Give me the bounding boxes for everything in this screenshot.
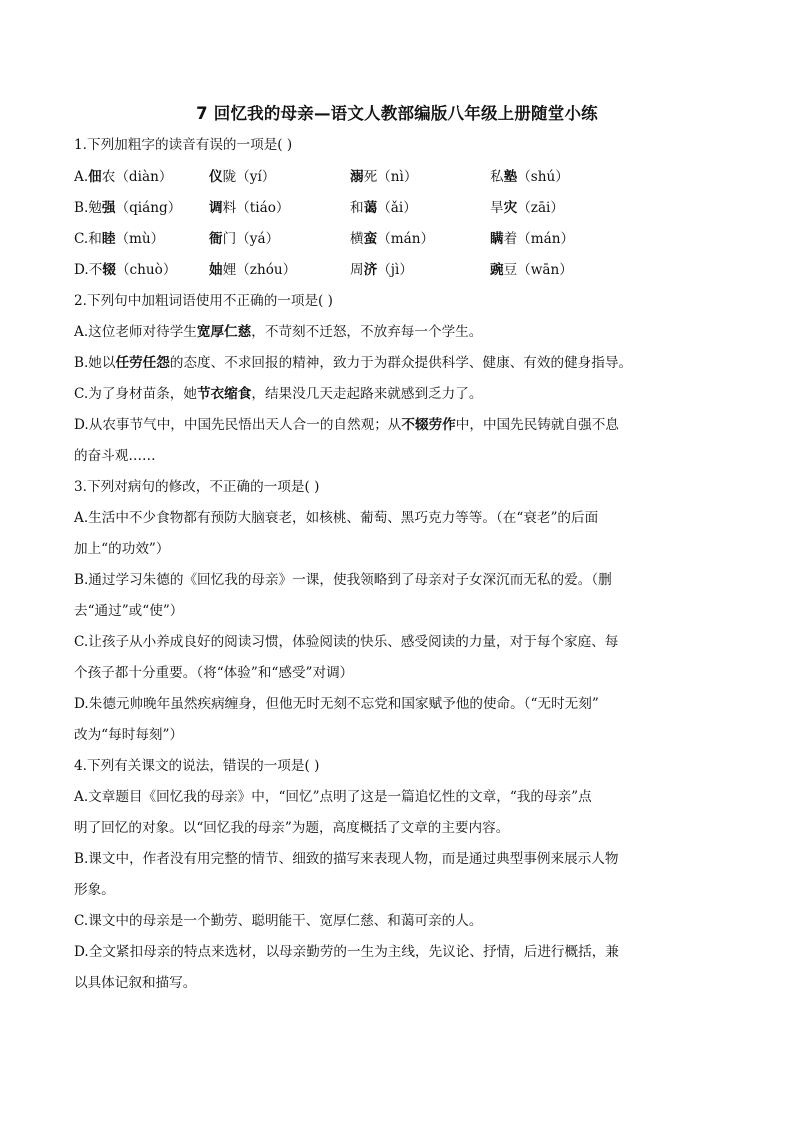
question-3-line: A.生活中不少食物都有预防大脑衰老，如核桃、葡萄、黑巧克力等等。（在“衰老”的后面 bbox=[74, 510, 599, 526]
question-4-line: C.课文中的母亲是一个勤劳、聪明能干、宽厚仁慈、和蔼可亲的人。 bbox=[74, 913, 483, 929]
option-cell: B.勉强（qiáng） bbox=[74, 200, 182, 216]
option-cell: 旱灾（zāi） bbox=[490, 200, 564, 216]
question-2-option-a: A.这位老师对待学生宽厚仁慈，不苛刻不迁怒，不放弃每一个学生。 bbox=[74, 324, 483, 340]
question-3-line: B.通过学习朱德的《回忆我的母亲》一课，使我领略到了母亲对子女深沉而无私的爱。（删 bbox=[74, 572, 612, 588]
option-cell: 妯娌（zhóu） bbox=[209, 262, 297, 278]
question-3-stem: 3.下列对病句的修改，不正确的一项是( ) bbox=[74, 479, 320, 495]
question-4-stem: 4.下列有关课文的说法，错误的一项是( ) bbox=[74, 758, 320, 774]
option-cell: 衙门（yá） bbox=[209, 231, 280, 247]
option-cell: 溺死（nì） bbox=[350, 169, 418, 185]
question-3-line: 加上“的功效”） bbox=[74, 541, 170, 557]
option-cell: 和蔼（ǎi） bbox=[350, 200, 417, 216]
option-cell: 私塾（shú） bbox=[490, 169, 569, 185]
question-2-option-d-continued: 的奋斗观…… bbox=[74, 448, 156, 464]
question-2-option-b: B.她以任劳任怨的态度、不求回报的精神，致力于为群众提供科学、健康、有效的健身指导。 bbox=[74, 355, 633, 371]
question-3-line: 去“通过”或“使”） bbox=[74, 603, 184, 619]
question-4-line: 明了回忆的对象。以“回忆我的母亲”为题，高度概括了文章的主要内容。 bbox=[74, 820, 510, 836]
option-cell: 瞒着（mán） bbox=[490, 231, 575, 247]
question-4-line: A.文章题目《回忆我的母亲》中，“回忆”点明了这是一篇追忆性的文章，“我的母亲”点 bbox=[74, 789, 592, 805]
question-3-line: C.让孩子从小养成良好的阅读习惯，体验阅读的快乐、感受阅读的力量，对于每个家庭、每 bbox=[74, 634, 619, 650]
question-2-stem: 2.下列句中加粗词语使用不正确的一项是( ) bbox=[74, 293, 333, 309]
question-4-line: D.全文紧扣母亲的特点来选材，以母亲勤劳的一生为主线，先议论、抒情，后进行概括，兼 bbox=[74, 944, 619, 960]
option-cell: 仪陇（yí） bbox=[209, 169, 276, 185]
option-cell: 调料（tiáo） bbox=[209, 200, 290, 216]
option-cell: 横蛮（mán） bbox=[350, 231, 435, 247]
question-1-stem: 1.下列加粗字的读音有误的一项是( ) bbox=[74, 137, 293, 153]
page-title: 7 回忆我的母亲—语文人教部编版八年级上册随堂小练 bbox=[196, 104, 598, 123]
option-cell: D.不辍（chuò） bbox=[74, 262, 177, 278]
question-4-line: B.课文中，作者没有用完整的情节、细致的描写来表现人物，而是通过典型事例来展示人物 bbox=[74, 851, 619, 867]
question-3-line: 个孩子都十分重要。（将“体验”和“感受”对调） bbox=[74, 665, 354, 681]
question-4-line: 以具体记叙和描写。 bbox=[74, 975, 197, 991]
option-cell: 周济（jì） bbox=[350, 262, 413, 278]
question-2-option-c: C.为了身材苗条，她节衣缩食，结果没几天走起路来就感到乏力了。 bbox=[74, 386, 483, 402]
question-3-line: 改为“每时每刻”） bbox=[74, 727, 184, 743]
option-cell: A.佃农（diàn） bbox=[74, 169, 173, 185]
question-4-line: 形象。 bbox=[74, 882, 115, 898]
question-2-option-d: D.从农事节气中，中国先民悟出天人合一的自然观；从不辍劳作中，中国先民铸就自强不息 bbox=[74, 417, 619, 433]
option-cell: 豌豆（wān） bbox=[490, 262, 573, 278]
option-cell: C.和睦（mù） bbox=[74, 231, 165, 247]
question-3-line: D.朱德元帅晚年虽然疾病缠身，但他无时无刻不忘党和国家赋予他的使命。（“无时无刻” bbox=[74, 696, 599, 712]
